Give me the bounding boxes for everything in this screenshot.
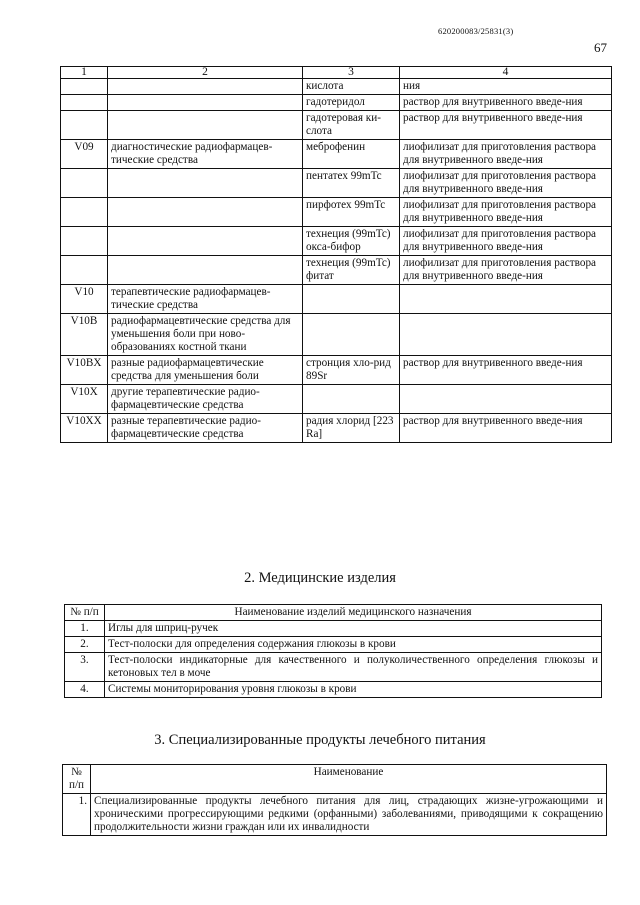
table-cell: 3. (65, 653, 105, 682)
name-column-header: Наименование изделий медицинского назначения (105, 605, 602, 621)
table-row (65, 653, 602, 682)
table-row (61, 385, 612, 414)
table-row (61, 111, 612, 140)
nutrition-products-table (62, 764, 607, 836)
table-cell (108, 256, 303, 285)
table-cell: стронция хло-рид 89Sr (303, 356, 400, 385)
table-cell: радия хлорид [223 Ra] (303, 414, 400, 443)
table-cell (61, 95, 108, 111)
table-cell: V10X (61, 385, 108, 414)
table-cell: ния (400, 79, 612, 95)
table-cell: Тест-полоски для определения содержания глюкозы в крови (105, 637, 602, 653)
table-cell: лиофилизат для приготовления раствора для внутривенного введе-ния (400, 198, 612, 227)
page-number: 67 (594, 40, 607, 55)
table-cell: Тест-полоски индикаторные для качественного и полуколичественного определения глюкозы и кетоновых тел в моче (105, 653, 602, 682)
column-header: 1 (61, 67, 108, 79)
table-cell: терапевтические радиофармацев-тические средства (108, 285, 303, 314)
table-cell (400, 285, 612, 314)
table-cell (303, 314, 400, 356)
table-row (61, 285, 612, 314)
table-cell: V10B (61, 314, 108, 356)
table-row (61, 169, 612, 198)
table-row (61, 227, 612, 256)
table-cell: радиофармацевтические средства для уменьшения боли при ново-образованиях костной ткани (108, 314, 303, 356)
table-row (61, 95, 612, 111)
number-column-header: № п/п (63, 765, 91, 794)
table-cell: гадотеридол (303, 95, 400, 111)
table-cell (108, 169, 303, 198)
table-row (61, 256, 612, 285)
table-row (61, 314, 612, 356)
table-cell: V09 (61, 140, 108, 169)
table-cell: лиофилизат для приготовления раствора для внутривенного введе-ния (400, 169, 612, 198)
table-cell (108, 111, 303, 140)
table-cell: кислота (303, 79, 400, 95)
table-cell: Системы мониторирования уровня глюкозы в крови (105, 682, 602, 698)
table-cell: Иглы для шприц-ручек (105, 621, 602, 637)
table-cell: V10BX (61, 356, 108, 385)
table-cell: 2. (65, 637, 105, 653)
table-cell (61, 198, 108, 227)
table-row (63, 794, 607, 836)
table-cell (61, 227, 108, 256)
drug-table (60, 66, 612, 443)
table-cell: разные радиофармацевтические средства для уменьшения боли (108, 356, 303, 385)
table-cell: лиофилизат для приготовления раствора для внутривенного введе-ния (400, 227, 612, 256)
table-cell (61, 111, 108, 140)
table-cell: 1. (63, 794, 91, 836)
table-cell: лиофилизат для приготовления раствора для внутривенного введе-ния (400, 140, 612, 169)
table-cell: пентатех 99mTc (303, 169, 400, 198)
name-column-header: Наименование (91, 765, 607, 794)
column-header: 2 (108, 67, 303, 79)
table-cell: пирфотех 99mTc (303, 198, 400, 227)
table-cell (61, 169, 108, 198)
table-cell (108, 79, 303, 95)
table-cell: 4. (65, 682, 105, 698)
table-cell: 1. (65, 621, 105, 637)
table-cell: раствор для внутривенного введе-ния (400, 95, 612, 111)
table-row (61, 356, 612, 385)
table-cell: раствор для внутривенного введе-ния (400, 414, 612, 443)
table-cell: разные терапевтические радио-фармацевтические средства (108, 414, 303, 443)
number-column-header: № п/п (65, 605, 105, 621)
table-cell (108, 198, 303, 227)
table-cell: гадотеровая ки-слота (303, 111, 400, 140)
table-cell (108, 227, 303, 256)
table-cell (303, 385, 400, 414)
table-cell: V10XX (61, 414, 108, 443)
table-row (61, 198, 612, 227)
document-id: 620200083/25831(3) (438, 26, 514, 36)
table-row (65, 621, 602, 637)
table-cell: диагностические радиофармацев-тические средства (108, 140, 303, 169)
table-cell (61, 256, 108, 285)
table-cell: Специализированные продукты лечебного питания для лиц, страдающих жизне-угрожающими и хроническими прогрессирующими редкими (орфанными) заболеваниями, приводящими к сокращению продолжительности жизни граждан или их инвалидности (91, 794, 607, 836)
table-cell (108, 95, 303, 111)
table-cell: технеция (99mTc) фитат (303, 256, 400, 285)
medical-devices-table (64, 604, 602, 698)
medical-devices-header (65, 605, 602, 621)
table-row (61, 414, 612, 443)
nutrition-products-header (63, 765, 607, 794)
table-cell: V10 (61, 285, 108, 314)
drug-table-header (61, 67, 612, 79)
table-row (61, 79, 612, 95)
table-cell: раствор для внутривенного введе-ния (400, 356, 612, 385)
table-row (65, 637, 602, 653)
table-cell: другие терапевтические радио-фармацевтические средства (108, 385, 303, 414)
table-cell (400, 385, 612, 414)
column-header: 3 (303, 67, 400, 79)
table-cell (303, 285, 400, 314)
table-cell: раствор для внутривенного введе-ния (400, 111, 612, 140)
table-cell (400, 314, 612, 356)
table-cell (61, 79, 108, 95)
table-cell: технеция (99mTc) окса-бифор (303, 227, 400, 256)
section-2-title: 2. Медицинские изделия (244, 570, 396, 586)
column-header: 4 (400, 67, 612, 79)
table-cell: меброфенин (303, 140, 400, 169)
section-3-title: 3. Специализированные продукты лечебного питания (154, 732, 486, 748)
table-row (65, 682, 602, 698)
table-row (61, 140, 612, 169)
table-cell: лиофилизат для приготовления раствора для внутривенного введе-ния (400, 256, 612, 285)
